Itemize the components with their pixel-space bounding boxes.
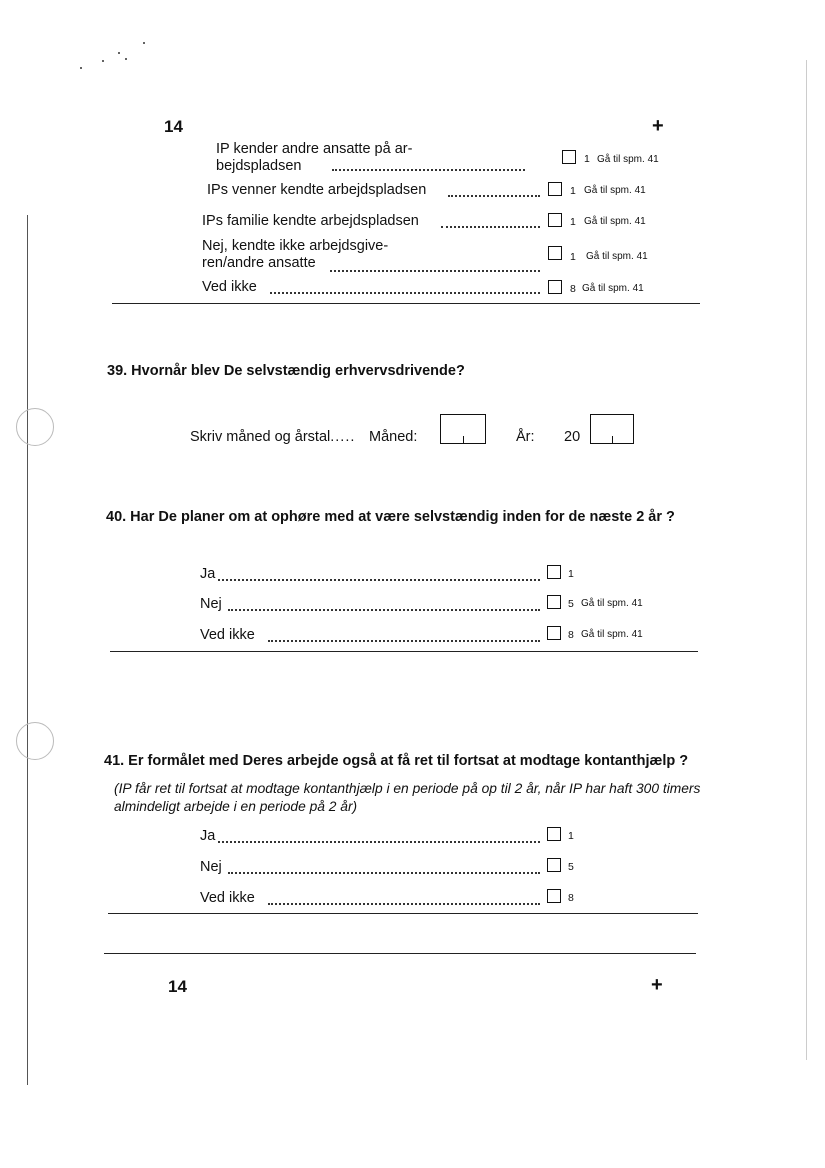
answer-code: 1 [568,568,574,580]
answer-code: 1 [568,830,574,842]
left-margin-line [27,215,28,1085]
checkbox[interactable] [562,150,576,164]
skip-instruction: Gå til spm. 41 [581,598,643,609]
skip-instruction: Gå til spm. 41 [582,283,644,294]
answer-code: 1 [570,185,576,197]
right-margin-line [806,60,807,1060]
page-plus-top: + [652,115,664,137]
answer-code: 5 [568,861,574,873]
punch-hole-top [16,408,54,446]
section-divider [110,651,698,652]
scan-speck [102,60,104,62]
checkbox[interactable] [547,827,561,841]
option-label: Ja [200,828,216,844]
question-39-title: 39. Hvornår blev De selvstændig erhvervsdrivende? [107,363,465,379]
section-divider [112,303,700,304]
option-label: IPs familie kendte arbejdspladsen [202,213,419,229]
question-40-title: 40. Har De planer om at ophøre med at være selvstændig inden for de næste 2 år ? [106,509,675,525]
answer-code: 1 [570,216,576,228]
section-divider [108,913,698,914]
answer-code: 8 [568,892,574,904]
leader-dots [270,278,540,294]
scan-speck [143,42,145,44]
option-label: IP kender andre ansatte på ar- bejdspladsen [216,141,413,174]
answer-code: 8 [568,629,574,641]
leader-dots [332,155,525,171]
year-input[interactable] [590,414,634,444]
page-plus-bottom: + [651,974,663,996]
checkbox[interactable] [547,889,561,903]
option-label: Nej [200,859,222,875]
leader-dots [448,181,540,197]
punch-hole-bottom [16,722,54,760]
scan-speck [80,67,82,69]
checkbox[interactable] [548,246,562,260]
option-label: Ved ikke [200,890,255,906]
option-label: IPs venner kendte arbejdspladsen [207,182,427,198]
skip-instruction: Gå til spm. 41 [586,251,648,262]
leader-dots [218,565,540,581]
footer-divider [104,953,696,954]
leader-dots [228,595,540,611]
date-instruction: Skriv måned og årstal..... [190,429,356,445]
page-number-top: 14 [164,117,183,136]
skip-instruction: Gå til spm. 41 [581,629,643,640]
month-input[interactable] [440,414,486,444]
option-label: Ved ikke [202,279,257,295]
checkbox[interactable] [548,182,562,196]
leader-dots [268,626,540,642]
scan-speck [118,52,120,54]
answer-code: 5 [568,598,574,610]
option-label: Ved ikke [200,627,255,643]
leader-dots [228,858,540,874]
leader-dots [268,889,540,905]
month-label: Måned: [369,429,418,445]
answer-code: 1 [584,153,590,165]
interviewer-note: (IP får ret til fortsat at modtage kontanthjælp i en periode på op til 2 år, når IP har haft 300 timers almindeligt arbejde i en periode på 2 år) [114,781,701,814]
page-number-bottom: 14 [168,977,187,996]
option-label: Ja [200,566,216,582]
answer-code: 1 [570,251,576,263]
leader-dots [441,212,540,228]
checkbox[interactable] [547,565,561,579]
option-label: Nej [200,596,222,612]
year-label: År: [516,429,535,445]
year-prefix: 20 [564,429,581,445]
scan-speck [125,58,127,60]
skip-instruction: Gå til spm. 41 [597,154,659,165]
option-label: Nej, kendte ikke arbejdsgive- ren/andre ansatte [202,238,389,271]
skip-instruction: Gå til spm. 41 [584,185,646,196]
leader-dots [218,827,540,843]
question-41-title: 41. Er formålet med Deres arbejde også at få ret til fortsat at modtage kontanthjælp ? [104,753,689,769]
skip-instruction: Gå til spm. 41 [584,216,646,227]
checkbox[interactable] [548,213,562,227]
answer-code: 8 [570,283,576,295]
checkbox[interactable] [547,626,561,640]
checkbox[interactable] [547,595,561,609]
leader-dots [330,256,540,272]
checkbox[interactable] [548,280,562,294]
checkbox[interactable] [547,858,561,872]
